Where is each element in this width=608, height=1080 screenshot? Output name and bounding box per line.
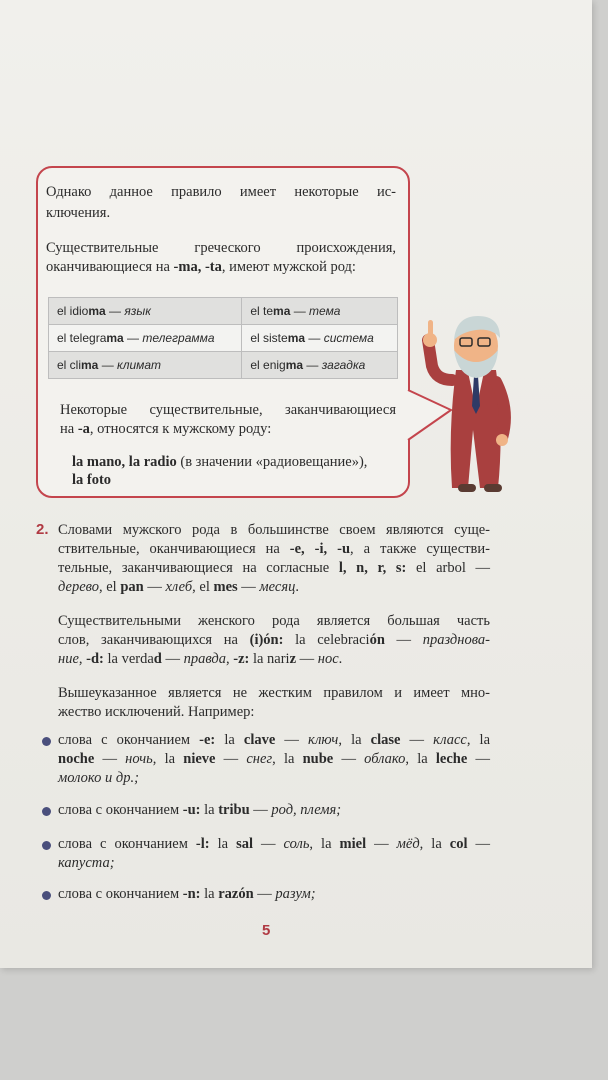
table-row xyxy=(49,325,398,352)
greek-words-table xyxy=(48,297,398,379)
greek-line-2: оканчивающиеся на -ma, -ta, имеют мужской род: xyxy=(46,259,356,275)
example-line-2: la foto xyxy=(72,472,112,488)
some-nouns-line-2: на -a, относятся к мужскому роду: xyxy=(60,421,272,437)
table-cell: el enigma — загадка xyxy=(242,352,398,379)
table-cell: el telegrama — телеграмма xyxy=(49,325,242,352)
section2-line-1: Словами мужского рода в большинстве своем являются суще- xyxy=(58,522,490,538)
page-number: 5 xyxy=(262,922,271,939)
feminine-line-2: слов, заканчивающихся на (i)ón: la celebración — празднова- xyxy=(58,632,490,648)
section2-line-3: тельные, заканчивающиеся на согласные l, n, r, s: el arbol — xyxy=(58,560,490,576)
bullet-dot xyxy=(42,891,51,900)
greek-line-1: Существительные греческого происхождения, xyxy=(46,240,396,256)
bullet-dot xyxy=(42,737,51,746)
intro-line-2: ключения. xyxy=(46,205,111,221)
feminine-line-3: ние, -d: la verdad — правда, -z: la nariz — нос. xyxy=(58,651,343,667)
note-line-1: Вышеуказанное является не жестким правилом и имеет мно- xyxy=(58,685,490,701)
bullet-dot xyxy=(42,807,51,816)
bullet-n: слова с окончанием -n: la razón — разум; xyxy=(58,886,316,902)
section2-line-4: дерево, el pan — хлеб, el mes — месяц. xyxy=(58,579,299,595)
bullet-l-line-1: слова с окончанием -l: la sal — соль, la miel — мёд, la col — xyxy=(58,836,491,852)
table-cell: el idioma — язык xyxy=(49,298,242,325)
feminine-line-1: Существительными женского рода является большая часть xyxy=(58,613,490,629)
bullet-e-line-1: слова с окончанием -e: la clave — ключ, la clase — класс, la xyxy=(58,732,491,748)
table-cell: el tema — тема xyxy=(242,298,398,325)
bullet-e-line-2: noche — ночь, la nieve — снег, la nube — облако, la leche — xyxy=(58,751,490,767)
table-cell: el sistema — система xyxy=(242,325,398,352)
example-line-1: la mano, la radio (в значении «радиовещание»), xyxy=(72,454,368,470)
bullet-l-line-2: капуста; xyxy=(58,855,115,871)
intro-line-1: Однако данное правило имеет некоторые ис- xyxy=(46,184,396,200)
professor-illustration xyxy=(418,310,538,500)
table-row xyxy=(49,352,398,379)
bullet-dot xyxy=(42,841,51,850)
table-row xyxy=(49,298,398,325)
section2-line-2: ствительные, оканчивающиеся на -e, -i, -u, а также существи- xyxy=(58,541,490,557)
section-number: 2. xyxy=(36,521,49,538)
some-nouns-line-1: Некоторые существительные, заканчивающиеся xyxy=(60,402,396,418)
note-line-2: жество исключений. Например: xyxy=(58,704,255,720)
table-cell: el clima — климат xyxy=(49,352,242,379)
bullet-u: слова с окончанием -u: la tribu — род, племя; xyxy=(58,802,342,818)
bullet-e-line-3: молоко и др.; xyxy=(58,770,139,786)
